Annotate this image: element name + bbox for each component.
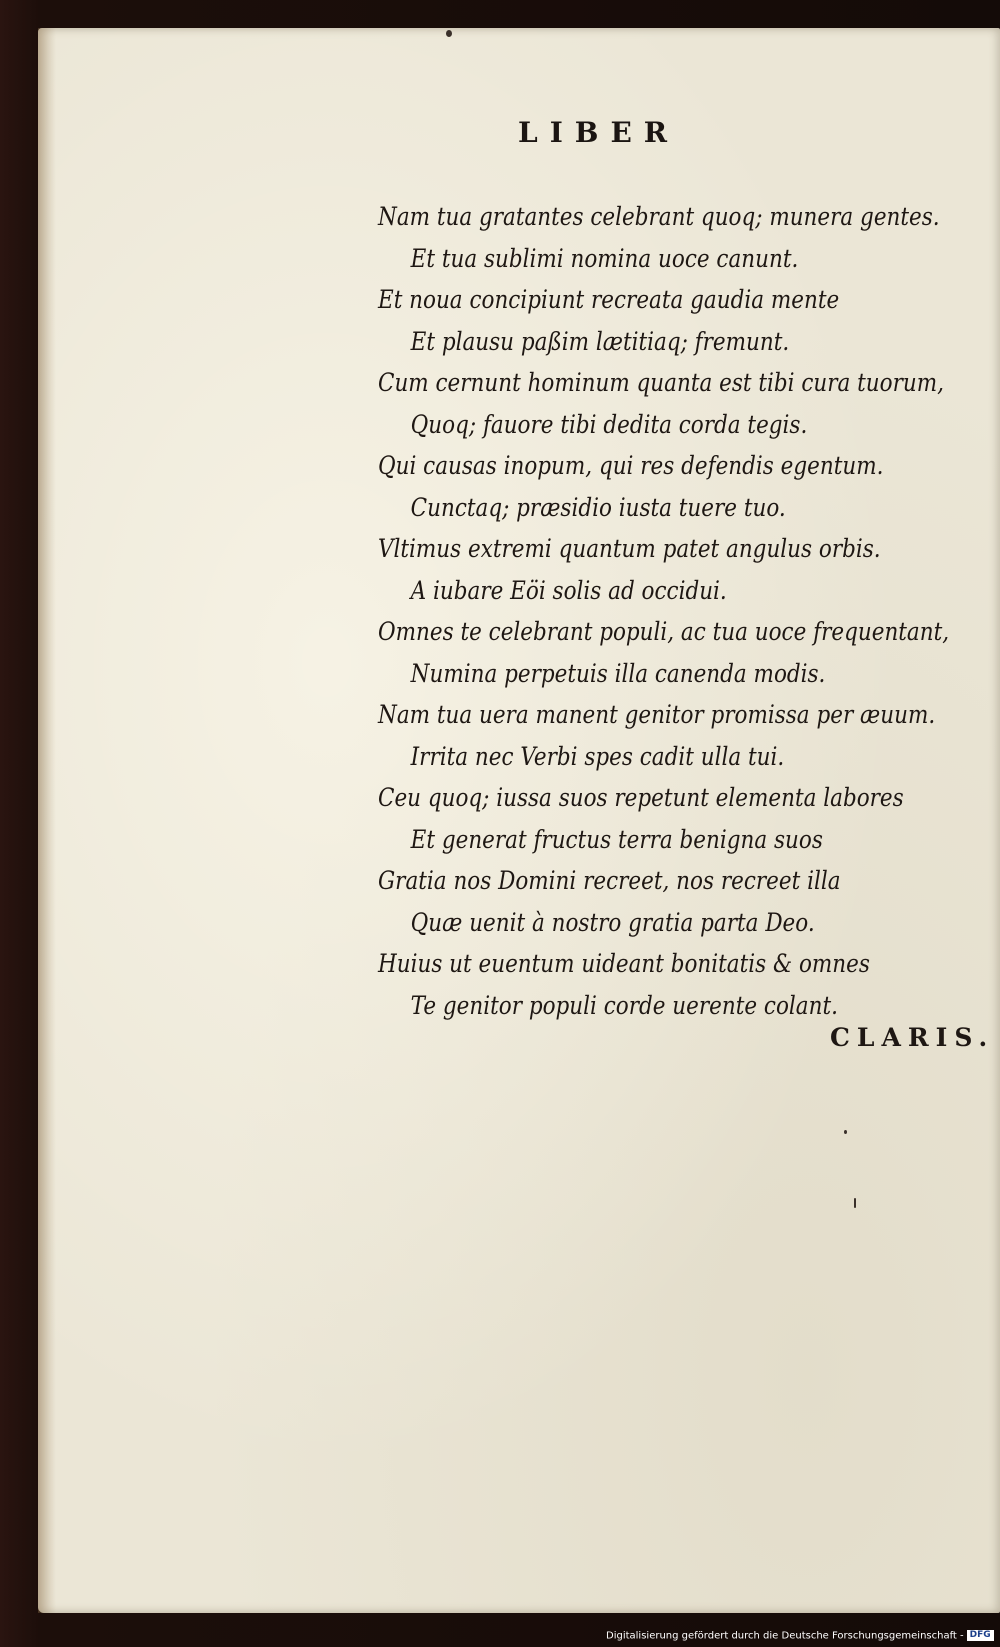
verse-line: Et plausu paßim lætitiaq; fremunt. — [410, 326, 790, 356]
verse-line: Et noua concipiunt recreata gaudia mente — [378, 285, 840, 314]
verse-line: Nam tua gratantes celebrant quoq; munera gentes. — [378, 202, 940, 231]
catchword: CLARIS. — [830, 1023, 995, 1052]
verse-line: Et tua sublimi nomina uoce canunt. — [410, 243, 799, 273]
verse-line: Numina perpetuis illa canenda modis. — [410, 658, 826, 688]
verse-line: Irrita nec Verbi spes cadit ulla tui. — [410, 741, 785, 771]
running-head: LIBER — [518, 116, 680, 149]
paper-speck — [854, 1198, 856, 1208]
verse-text — [378, 196, 1000, 1026]
footer-text: Digitalisierung gefördert durch die Deutsche Forschungsgemeinschaft - — [606, 1630, 964, 1642]
dfg-logo-icon: DFG — [967, 1630, 994, 1641]
verse-line: Nam tua uera manent genitor promissa per æuum. — [378, 700, 936, 729]
verse-line: Gratia nos Domini recreet, nos recreet illa — [378, 866, 841, 895]
verse-line: Te genitor populi corde uerente colant. — [410, 990, 838, 1020]
verse-line: Et generat fructus terra benigna suos — [410, 824, 823, 854]
paper-speck — [446, 30, 452, 37]
digitization-footer — [606, 1630, 994, 1642]
verse-line: A iubare Eöi solis ad occidui. — [410, 575, 727, 605]
verse-line: Cum cernunt hominum quanta est tibi cura tuorum, — [378, 368, 944, 397]
verse-line: Huius ut euentum uideant bonitatis & omnes — [378, 949, 870, 978]
verse-line: Quoq; fauore tibi dedita corda tegis. — [410, 409, 808, 439]
verse-line: Qui causas inopum, qui res defendis egentum. — [378, 451, 884, 480]
verse-line: Vltimus extremi quantum patet angulus orbis. — [378, 534, 881, 563]
verse-line: Quæ uenit à nostro gratia parta Deo. — [410, 907, 815, 937]
paper-speck — [844, 1130, 847, 1134]
book-page — [38, 28, 1000, 1613]
verse-line: Cunctaq; præsidio iusta tuere tuo. — [410, 492, 786, 522]
verse-line: Ceu quoq; iussa suos repetunt elementa labores — [378, 783, 904, 812]
verse-line: Omnes te celebrant populi, ac tua uoce frequentant, — [378, 617, 950, 646]
